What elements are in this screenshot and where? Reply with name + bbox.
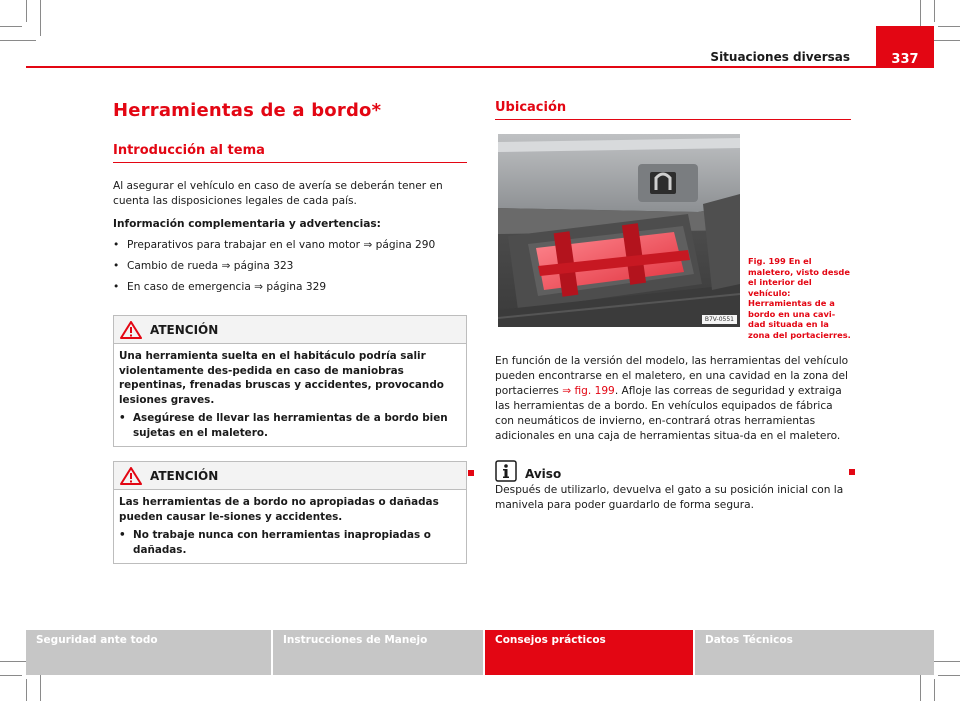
bullet-icon: • bbox=[113, 260, 120, 272]
page-number: 337 bbox=[876, 26, 934, 68]
footer-tab-instrucciones[interactable]: Instrucciones de Manejo bbox=[273, 630, 483, 675]
section-title-ubicacion: Ubicación bbox=[495, 100, 851, 120]
note-title: Aviso bbox=[525, 467, 562, 481]
list-item-text: En caso de emergencia ⇒ página 329 bbox=[127, 281, 327, 293]
left-column bbox=[113, 100, 467, 564]
crop-mark bbox=[938, 26, 960, 27]
bullet-icon: • bbox=[119, 529, 126, 541]
bullet-icon: • bbox=[113, 239, 120, 251]
figure-caption: Fig. 199 En el maletero, visto desde el interior del vehículo: Herramientas de a bordo en una cavi-dad situada en la zona del portacierres. bbox=[748, 256, 851, 340]
warning-bullet-text: No trabaje nunca con herramientas inapropiadas o dañadas. bbox=[133, 529, 431, 556]
crop-mark bbox=[0, 40, 36, 41]
header-rule bbox=[26, 66, 934, 68]
crop-mark bbox=[934, 0, 935, 22]
section-end-mark bbox=[468, 470, 474, 476]
crop-mark bbox=[0, 675, 22, 676]
figure bbox=[495, 134, 851, 340]
figure-reference-link[interactable]: ⇒ fig. 199 bbox=[562, 385, 615, 397]
footer-tab-seguridad[interactable]: Seguridad ante todo bbox=[26, 630, 271, 675]
warning-triangle-icon bbox=[120, 467, 142, 485]
warning-bullet-text: Asegúrese de llevar las herramientas de a bordo bien sujetas en el maletero. bbox=[133, 412, 448, 439]
paragraph-text: . Afloje las correas de seguridad y extraiga las herramientas de a bordo. En vehículos equipados de fábrica con neumáticos de invierno, en-contrará otras herramientas adicionales en una caja de herramientas situa-da en el maletero. bbox=[495, 385, 842, 442]
list-item[interactable] bbox=[113, 280, 467, 295]
crop-mark bbox=[26, 679, 27, 701]
note-header bbox=[495, 460, 851, 482]
section-title-introduccion: Introducción al tema bbox=[113, 143, 467, 163]
list-item bbox=[119, 528, 461, 557]
bullet-icon: • bbox=[113, 281, 120, 293]
bullet-icon: • bbox=[119, 412, 126, 424]
info-note-icon bbox=[495, 460, 517, 482]
footer-tab-datos[interactable]: Datos Técnicos bbox=[695, 630, 934, 675]
figure-image[interactable] bbox=[498, 134, 740, 327]
trunk-photo bbox=[498, 134, 740, 327]
crop-mark bbox=[938, 675, 960, 676]
warning-text: Una herramienta suelta en el habitáculo podría salir violentamente des-pedida en caso de maniobras repentinas, frenadas bruscas y accidentes, provocando lesiones graves. bbox=[119, 350, 444, 406]
right-column bbox=[495, 100, 851, 513]
warning-header bbox=[114, 316, 466, 344]
crop-mark bbox=[934, 679, 935, 701]
section-end-mark bbox=[849, 469, 855, 475]
warning-text: Las herramientas de a bordo no apropiadas o dañadas pueden causar le-siones y accidentes. bbox=[119, 496, 439, 523]
crop-mark bbox=[26, 0, 27, 22]
figure-code: B7V-0551 bbox=[702, 315, 737, 324]
chapter-title: Herramientas de a bordo* bbox=[113, 100, 382, 121]
crop-mark bbox=[0, 26, 22, 27]
info-subheading: Información complementaria y advertencias: bbox=[113, 218, 381, 230]
warning-box bbox=[113, 461, 467, 564]
list-item-text: Preparativos para trabajar en el vano motor ⇒ página 290 bbox=[127, 239, 436, 251]
note-text: Después de utilizarlo, devuelva el gato a su posición inicial con la manivela para poder guardarlo de forma segura. bbox=[495, 484, 844, 511]
footer-tab-consejos[interactable]: Consejos prácticos bbox=[485, 630, 693, 675]
intro-paragraph: Al asegurar el vehículo en caso de avería se deberán tener en cuenta las disposiciones legales de cada país. bbox=[113, 180, 443, 207]
list-item bbox=[119, 411, 461, 440]
list-item[interactable] bbox=[113, 259, 467, 274]
warning-body bbox=[114, 490, 466, 563]
warning-body bbox=[114, 344, 466, 446]
warning-box bbox=[113, 315, 467, 447]
crop-mark bbox=[40, 0, 41, 36]
list-item[interactable] bbox=[113, 238, 467, 253]
warning-title: ATENCIÓN bbox=[150, 468, 219, 483]
paragraph-text: En función de la versión del modelo, las herramientas del vehículo pueden encontrarse en el maletero, en una cavidad en la zona del portacierres bbox=[495, 355, 849, 397]
warning-title: ATENCIÓN bbox=[150, 322, 219, 337]
running-header-title: Situaciones diversas bbox=[710, 50, 850, 64]
warning-header bbox=[114, 462, 466, 490]
warning-triangle-icon bbox=[120, 321, 142, 339]
location-paragraph bbox=[495, 354, 851, 444]
list-item-text: Cambio de rueda ⇒ página 323 bbox=[127, 260, 294, 272]
